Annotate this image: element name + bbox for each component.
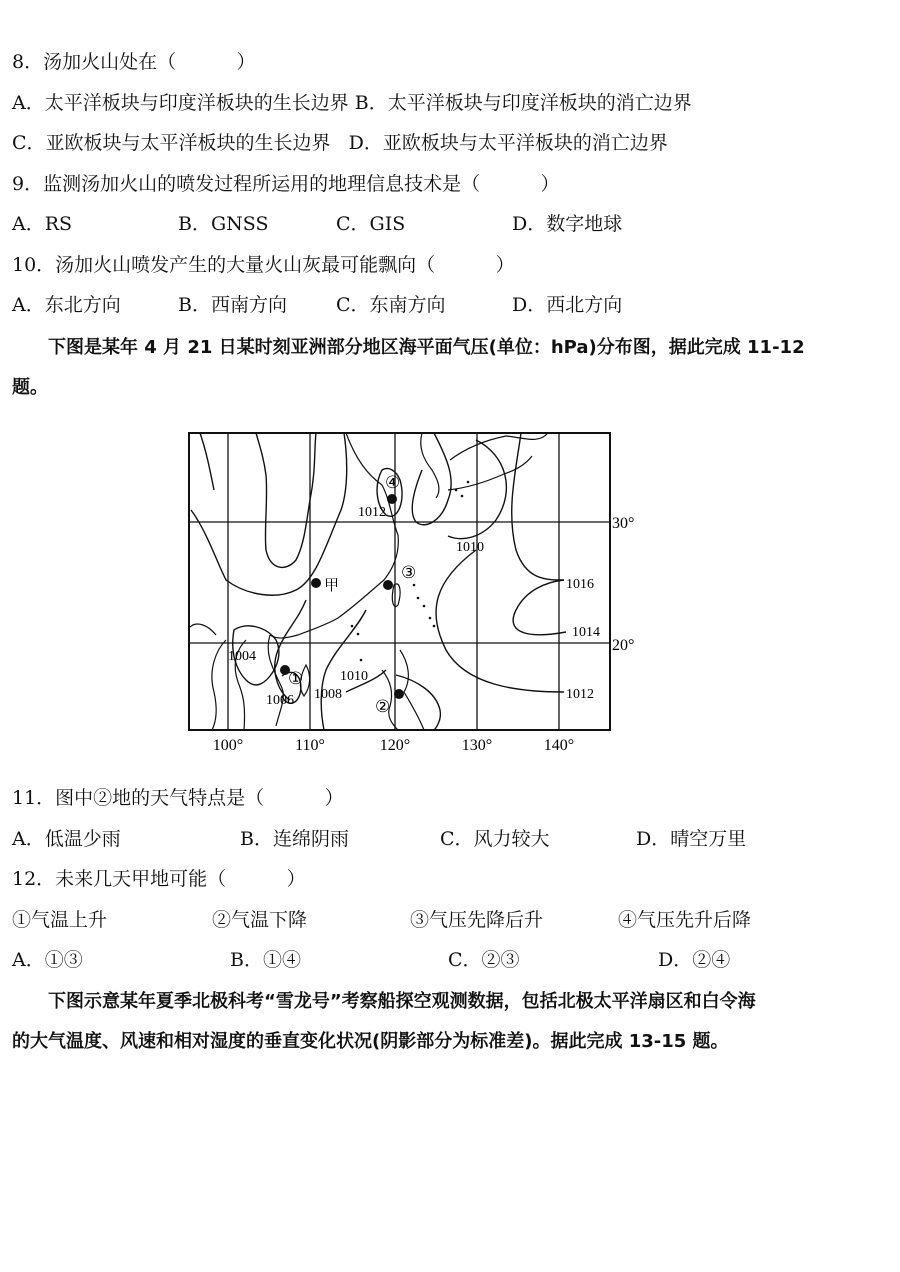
isobar-label-1012-north: 1012 <box>358 505 386 520</box>
isobar-1012-east <box>436 550 564 692</box>
isobar-northwest <box>200 433 214 490</box>
q12-statement-2: ②气温下降 <box>212 909 308 931</box>
point-jia-marker <box>311 578 321 588</box>
q9-option-c: C．GIS <box>336 213 406 235</box>
q11-stem: 11．图中②地的天气特点是（ ） <box>12 787 344 809</box>
q9-option-d: D．数字地球 <box>512 213 623 235</box>
q10-option-d: D．西北方向 <box>512 294 623 316</box>
isobar-label-1012-east: 1012 <box>566 687 594 702</box>
q12-statement-3: ③气压先降后升 <box>410 909 544 931</box>
lon-label-140: 140° <box>543 737 575 754</box>
q8-option-b: B．太平洋板块与印度洋板块的消亡边界 <box>354 92 692 114</box>
intro-13-15-line1: 下图示意某年夏季北极科考“雪龙号”考察船探空观测数据，包括北极太平洋扇区和白令海 <box>48 991 756 1012</box>
point-2-label: ② <box>375 697 391 716</box>
point-jia-label: 甲 <box>324 578 340 594</box>
q11-option-c: C．风力较大 <box>440 828 550 850</box>
point-4-marker <box>387 494 397 504</box>
point-2-marker <box>394 689 404 699</box>
q11-option-a: A．低温少雨 <box>12 828 121 850</box>
q12-option-c: C．②③ <box>448 949 520 971</box>
q12-option-b: B．①④ <box>230 949 301 971</box>
q12-stem: 12．未来几天甲地可能（ ） <box>12 868 306 890</box>
isobar-label-1014: 1014 <box>572 625 600 640</box>
pressure-map-figure <box>186 430 646 760</box>
isobar-central <box>256 433 316 567</box>
coastlines <box>189 433 548 730</box>
q10-option-c: C．东南方向 <box>336 294 446 316</box>
q8-option-a: A．太平洋板块与印度洋板块的生长边界 <box>12 92 349 114</box>
isobar-1016 <box>512 433 564 580</box>
lat-label-30: 30° <box>612 515 635 532</box>
isobars <box>191 433 566 730</box>
isobar-label-1006: 1006 <box>266 693 294 708</box>
q11-option-b: B．连绵阴雨 <box>240 828 349 850</box>
isobar-1010-philippines <box>396 675 440 730</box>
isobar-label-1016: 1016 <box>566 577 594 592</box>
q9-stem: 9．监测汤加火山的喷发过程所运用的地理信息技术是（ ） <box>12 173 560 195</box>
q10-option-b: B．西南方向 <box>178 294 287 316</box>
q12-option-a: A．①③ <box>12 949 83 971</box>
q10-stem: 10．汤加火山喷发产生的大量火山灰最可能飘向（ ） <box>12 254 515 276</box>
q8-stem: 8．汤加火山处在（ ） <box>12 51 256 73</box>
q8-options-row1 <box>12 91 692 115</box>
q9-option-a: A．RS <box>12 213 73 235</box>
q10-option-a: A．东北方向 <box>12 294 121 316</box>
lon-label-100: 100° <box>212 737 244 754</box>
intro-11-12-line1: 下图是某年 4 月 21 日某时刻亚洲部分地区海平面气压(单位：hPa)分布图，据此完成 11-12 <box>48 337 805 358</box>
point-4-label: ④ <box>385 473 401 492</box>
q8-option-c: C．亚欧板块与太平洋板块的生长边界 <box>12 132 331 154</box>
lon-label-120: 120° <box>379 737 411 754</box>
pressure-map-svg <box>186 430 646 760</box>
isobar-1014-loop <box>513 580 566 635</box>
isobar-label-1004: 1004 <box>228 649 256 664</box>
isobar-west <box>191 433 347 595</box>
intro-11-12-line2: 题。 <box>12 377 48 398</box>
isobar-1010-a <box>412 433 451 525</box>
lon-label-130: 130° <box>461 737 493 754</box>
q12-option-d: D．②④ <box>658 949 731 971</box>
point-3-marker <box>383 580 393 590</box>
isobar-label-1008: 1008 <box>314 687 342 702</box>
q12-statement-1: ①气温上升 <box>12 909 108 931</box>
lon-label-110: 110° <box>295 737 325 754</box>
lon-labels <box>213 737 574 754</box>
q8-options-row2 <box>12 131 668 155</box>
point-1-label: ① <box>288 669 304 688</box>
q12-statement-4: ④气压先升后降 <box>618 909 752 931</box>
lat-label-20: 20° <box>612 637 635 654</box>
isobar-label-1010-east: 1010 <box>456 540 484 555</box>
q11-option-d: D．晴空万里 <box>636 828 747 850</box>
q8-option-d: D．亚欧板块与太平洋板块的消亡边界 <box>348 132 668 154</box>
point-3-label: ③ <box>401 563 417 582</box>
q9-option-b: B．GNSS <box>178 213 269 235</box>
intro-13-15-line2: 的大气温度、风速和相对湿度的垂直变化状况(阴影部分为标准差)。据此完成 13-15 题。 <box>12 1031 729 1052</box>
isobar-value-labels <box>228 505 600 708</box>
isobar-label-1010-south: 1010 <box>340 669 368 684</box>
